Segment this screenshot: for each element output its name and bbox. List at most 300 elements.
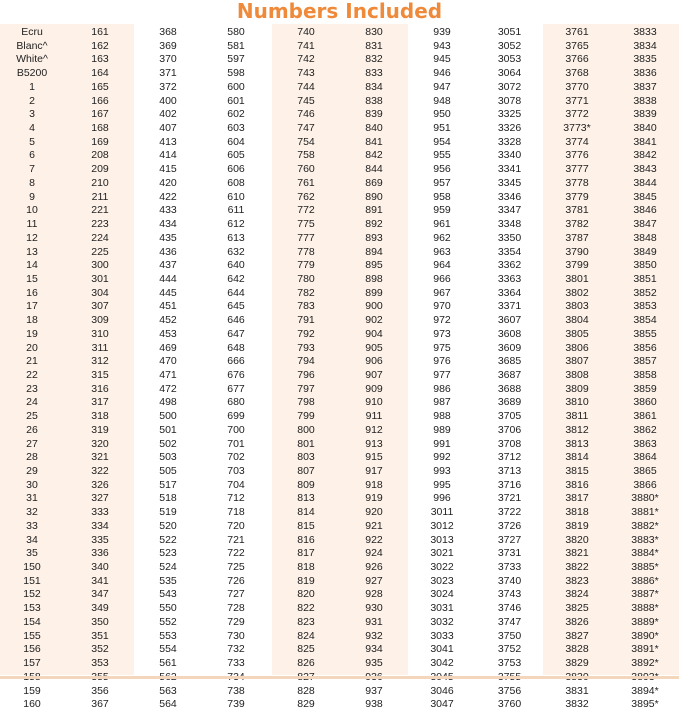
table-cell: 3863 bbox=[633, 437, 657, 450]
table-cell: 950 bbox=[433, 108, 451, 121]
table-cell: 893 bbox=[365, 231, 383, 244]
table-cell: 3022 bbox=[430, 561, 454, 574]
table-cell: 939 bbox=[433, 26, 451, 38]
table-cell: 31 bbox=[26, 492, 38, 505]
table-cell: 3840 bbox=[633, 122, 657, 135]
table-cell: 762 bbox=[297, 190, 315, 203]
table-cell: 704 bbox=[227, 478, 245, 491]
table-cell: 3689 bbox=[497, 396, 522, 409]
table-cell: 18 bbox=[26, 314, 38, 327]
table-cell: 351 bbox=[91, 629, 109, 642]
table-cell: 3753 bbox=[497, 657, 522, 670]
table-cell: 3856 bbox=[633, 341, 657, 354]
table-cell: 469 bbox=[159, 341, 177, 354]
table-cell: 840 bbox=[365, 122, 383, 135]
table-cell: 369 bbox=[159, 39, 177, 52]
table-cell: 3849 bbox=[633, 245, 657, 258]
table-cell: 677 bbox=[227, 382, 245, 395]
table-cell: 3883* bbox=[631, 533, 659, 546]
table-cell: 610 bbox=[227, 190, 245, 203]
table-cell: 304 bbox=[91, 286, 109, 299]
table-cell: 161 bbox=[91, 26, 109, 38]
table-cell: 608 bbox=[227, 176, 245, 189]
table-cell: 780 bbox=[297, 272, 315, 285]
table-cell: 3851 bbox=[633, 272, 657, 285]
table-cell: 814 bbox=[297, 506, 315, 519]
table-cell: 3325 bbox=[497, 108, 522, 121]
table-cell: 824 bbox=[297, 629, 315, 642]
table-cell: 891 bbox=[365, 204, 383, 217]
table-cell: 160 bbox=[23, 698, 41, 711]
table-cell: 371 bbox=[159, 67, 177, 80]
table-cell: 498 bbox=[159, 396, 177, 409]
table-cell: 150 bbox=[23, 561, 41, 574]
table-cell: 3047 bbox=[430, 698, 454, 711]
table-cell: 3760 bbox=[497, 698, 522, 711]
table-cell: 745 bbox=[297, 94, 315, 107]
table-cell: 964 bbox=[433, 259, 451, 272]
table-cell: 930 bbox=[365, 602, 383, 615]
table-cell: 604 bbox=[227, 135, 245, 148]
table-cell: 792 bbox=[297, 327, 315, 340]
table-cell: 552 bbox=[159, 615, 177, 628]
table-cell: 3880* bbox=[631, 492, 659, 505]
table-cell: 703 bbox=[227, 465, 245, 477]
table-cell: 947 bbox=[433, 80, 451, 93]
table-cell: 829 bbox=[297, 698, 315, 711]
table-cell: 904 bbox=[365, 327, 383, 340]
table-cell: 3706 bbox=[497, 423, 522, 436]
table-cell: 505 bbox=[159, 465, 177, 477]
table-cell: 905 bbox=[365, 341, 383, 354]
table-cell: 809 bbox=[297, 478, 315, 491]
table-cell: 3364 bbox=[497, 286, 522, 299]
table-cell: 924 bbox=[365, 547, 383, 560]
table-cell: 986 bbox=[433, 382, 451, 395]
table-cell: 3746 bbox=[497, 602, 522, 615]
table-cell: 744 bbox=[297, 80, 315, 93]
table-cell: 935 bbox=[365, 657, 383, 670]
table-cell: 791 bbox=[297, 314, 315, 327]
table-cell: 25 bbox=[26, 410, 38, 423]
table-cell: 605 bbox=[227, 149, 245, 162]
table-cell: 3809 bbox=[565, 382, 589, 395]
table-cell: 727 bbox=[227, 588, 245, 601]
table-cell: 992 bbox=[433, 451, 451, 464]
table-cell: 3813 bbox=[565, 437, 589, 450]
table-cell: 10 bbox=[26, 204, 38, 217]
table-cell: 335 bbox=[91, 533, 109, 546]
table-cell: 321 bbox=[91, 451, 109, 464]
table-cell: 3608 bbox=[497, 327, 522, 340]
table-cell: 954 bbox=[433, 135, 451, 148]
table-cell: 451 bbox=[159, 300, 177, 313]
table-cell: 3811 bbox=[565, 410, 589, 423]
table-cell: 680 bbox=[227, 396, 245, 409]
table-cell: 16 bbox=[26, 286, 38, 299]
table-cell: 3865 bbox=[633, 465, 657, 477]
table-cell: 159 bbox=[23, 684, 41, 697]
table-cell: 3824 bbox=[565, 588, 589, 601]
table-cell: 3708 bbox=[497, 437, 522, 450]
table-cell: 3855 bbox=[633, 327, 657, 340]
table-cell: 221 bbox=[91, 204, 109, 217]
table-cell: 3807 bbox=[565, 355, 589, 368]
table-cell: 943 bbox=[433, 39, 451, 52]
table-cell: 841 bbox=[365, 135, 383, 148]
table-column bbox=[340, 26, 408, 712]
table-cell: 3814 bbox=[565, 451, 589, 464]
table-cell: 3688 bbox=[497, 382, 522, 395]
table-cell: 581 bbox=[227, 39, 245, 52]
table-cell: 817 bbox=[297, 547, 315, 560]
table-cell: 452 bbox=[159, 314, 177, 327]
table-cell: 718 bbox=[227, 506, 245, 519]
table-cell: 435 bbox=[159, 231, 177, 244]
table-cell: 3731 bbox=[497, 547, 522, 560]
table-cell: 34 bbox=[26, 533, 38, 546]
table-cell: 989 bbox=[433, 423, 451, 436]
table-cell: 3821 bbox=[565, 547, 589, 560]
table-cell: 3826 bbox=[565, 615, 589, 628]
table-cell: 919 bbox=[365, 492, 383, 505]
table-cell: 3041 bbox=[430, 643, 454, 656]
table-cell: 700 bbox=[227, 423, 245, 436]
table-cell: 832 bbox=[365, 53, 383, 66]
table-cell: 3740 bbox=[497, 574, 522, 587]
table-cell: 368 bbox=[159, 26, 177, 38]
table-cell: 921 bbox=[365, 519, 383, 532]
table-cell: 3828 bbox=[565, 643, 589, 656]
table-column bbox=[408, 26, 476, 712]
table-cell: 632 bbox=[227, 245, 245, 258]
table-cell: 958 bbox=[433, 190, 451, 203]
table-cell: 340 bbox=[91, 561, 109, 574]
table-cell: 1 bbox=[29, 80, 35, 93]
table-cell: 3607 bbox=[497, 314, 522, 327]
table-cell: 957 bbox=[433, 176, 451, 189]
table-cell: 3774 bbox=[565, 135, 589, 148]
table-cell: 894 bbox=[365, 245, 383, 258]
table-cell: 844 bbox=[365, 163, 383, 176]
table-cell: 543 bbox=[159, 588, 177, 601]
table-cell: 162 bbox=[91, 39, 109, 52]
table-cell: 600 bbox=[227, 80, 245, 93]
table-column bbox=[476, 26, 543, 712]
table-cell: 317 bbox=[91, 396, 109, 409]
table-cell: 906 bbox=[365, 355, 383, 368]
table-cell: 730 bbox=[227, 629, 245, 642]
table-cell: 955 bbox=[433, 149, 451, 162]
table-cell: 911 bbox=[365, 410, 383, 423]
table-cell: 907 bbox=[365, 368, 383, 381]
table-cell: 676 bbox=[227, 368, 245, 381]
table-cell: 842 bbox=[365, 149, 383, 162]
table-cell: 2 bbox=[29, 94, 35, 107]
table-cell: 740 bbox=[297, 26, 315, 38]
table-cell: 347 bbox=[91, 588, 109, 601]
table-cell: 3011 bbox=[430, 506, 454, 519]
table-cell: 307 bbox=[91, 300, 109, 313]
table-cell: 30 bbox=[26, 478, 38, 491]
table-cell: 937 bbox=[365, 684, 383, 697]
table-cell: 3839 bbox=[633, 108, 657, 121]
table-cell: 3886* bbox=[631, 574, 659, 587]
table-cell: 758 bbox=[297, 149, 315, 162]
table-cell: 519 bbox=[159, 506, 177, 519]
table-cell: 535 bbox=[159, 574, 177, 587]
table-cell: 3818 bbox=[565, 506, 589, 519]
table-cell: 799 bbox=[297, 410, 315, 423]
table-cell: 702 bbox=[227, 451, 245, 464]
table-cell: 782 bbox=[297, 286, 315, 299]
table-cell: 322 bbox=[91, 465, 109, 477]
table-cell: 813 bbox=[297, 492, 315, 505]
table-cell: 3716 bbox=[497, 478, 522, 491]
table-cell: 728 bbox=[227, 602, 245, 615]
table-cell: 839 bbox=[365, 108, 383, 121]
table-cell: 3808 bbox=[565, 368, 589, 381]
table-cell: 437 bbox=[159, 259, 177, 272]
table-cell: 3726 bbox=[497, 519, 522, 532]
table-cell: 995 bbox=[433, 478, 451, 491]
table-cell: 3747 bbox=[497, 615, 522, 628]
table-cell: 3857 bbox=[633, 355, 657, 368]
table-cell: 833 bbox=[365, 67, 383, 80]
table-cell: 606 bbox=[227, 163, 245, 176]
table-cell: 3882* bbox=[631, 519, 659, 532]
table-cell: 934 bbox=[365, 643, 383, 656]
table-cell: 3721 bbox=[497, 492, 522, 505]
table-cell: 3862 bbox=[633, 423, 657, 436]
table-cell: 311 bbox=[91, 341, 109, 354]
table-cell: 33 bbox=[26, 519, 38, 532]
table-cell: 3013 bbox=[430, 533, 454, 546]
table-cell: 29 bbox=[26, 465, 38, 477]
table-cell: 550 bbox=[159, 602, 177, 615]
table-cell: 3847 bbox=[633, 218, 657, 231]
table-cell: 807 bbox=[297, 465, 315, 477]
table-cell: 823 bbox=[297, 615, 315, 628]
table-cell: 336 bbox=[91, 547, 109, 560]
table-cell: 472 bbox=[159, 382, 177, 395]
table-cell: 3820 bbox=[565, 533, 589, 546]
table-cell: 945 bbox=[433, 53, 451, 66]
table-cell: 797 bbox=[297, 382, 315, 395]
table-cell: 3810 bbox=[565, 396, 589, 409]
table-cell: 520 bbox=[159, 519, 177, 532]
table-cell: 993 bbox=[433, 465, 451, 477]
table-cell: 899 bbox=[365, 286, 383, 299]
table-cell: 777 bbox=[297, 231, 315, 244]
table-cell: 3756 bbox=[497, 684, 522, 697]
table-cell: 3777 bbox=[565, 163, 589, 176]
table-cell: 816 bbox=[297, 533, 315, 546]
table-cell: 3023 bbox=[430, 574, 454, 587]
table-cell: 3 bbox=[29, 108, 35, 121]
table-cell: 3819 bbox=[565, 519, 589, 532]
table-cell: 796 bbox=[297, 368, 315, 381]
table-cell: 3348 bbox=[497, 218, 522, 231]
table-cell: 725 bbox=[227, 561, 245, 574]
table-cell: 747 bbox=[297, 122, 315, 135]
table-cell: 646 bbox=[227, 314, 245, 327]
table-cell: 3845 bbox=[633, 190, 657, 203]
table-cell: 961 bbox=[433, 218, 451, 231]
table-cell: 309 bbox=[91, 314, 109, 327]
table-cell: 208 bbox=[91, 149, 109, 162]
table-cell: 647 bbox=[227, 327, 245, 340]
table-cell: 3340 bbox=[497, 149, 522, 162]
table-cell: 3341 bbox=[497, 163, 522, 176]
table-cell: 154 bbox=[23, 615, 41, 628]
table-cell: 732 bbox=[227, 643, 245, 656]
table-cell: 648 bbox=[227, 341, 245, 354]
table-cell: 3801 bbox=[565, 272, 589, 285]
table-cell: 3803 bbox=[565, 300, 589, 313]
table-cell: 3722 bbox=[497, 506, 522, 519]
table-column bbox=[272, 26, 340, 712]
table-cell: 801 bbox=[297, 437, 315, 450]
table-cell: 967 bbox=[433, 286, 451, 299]
table-column bbox=[134, 26, 202, 712]
table-cell: 3072 bbox=[497, 80, 522, 93]
table-cell: 3853 bbox=[633, 300, 657, 313]
table-cell: 915 bbox=[365, 451, 383, 464]
table-cell: 920 bbox=[365, 506, 383, 519]
table-cell: 612 bbox=[227, 218, 245, 231]
table-cell: 917 bbox=[365, 465, 383, 477]
table-cell: 156 bbox=[23, 643, 41, 656]
table-cell: 783 bbox=[297, 300, 315, 313]
table-cell: 14 bbox=[26, 259, 38, 272]
table-cell: 3776 bbox=[565, 149, 589, 162]
table-cell: 3815 bbox=[565, 465, 589, 477]
table-cell: 754 bbox=[297, 135, 315, 148]
table-column bbox=[611, 26, 679, 712]
table-cell: 152 bbox=[23, 588, 41, 601]
table-cell: 3031 bbox=[430, 602, 454, 615]
table-cell: 3895* bbox=[631, 698, 659, 711]
table-cell: 3781 bbox=[565, 204, 589, 217]
table-cell: 372 bbox=[159, 80, 177, 93]
table-column bbox=[0, 26, 64, 712]
table-cell: 3816 bbox=[565, 478, 589, 491]
table-cell: 3051 bbox=[497, 26, 522, 38]
table-cell: 327 bbox=[91, 492, 109, 505]
table-cell: 500 bbox=[159, 410, 177, 423]
table-cell: 19 bbox=[26, 327, 38, 340]
table-cell: 3033 bbox=[430, 629, 454, 642]
table-cell: 898 bbox=[365, 272, 383, 285]
table-cell: 169 bbox=[91, 135, 109, 148]
table-cell: 3825 bbox=[565, 602, 589, 615]
table-cell: 3750 bbox=[497, 629, 522, 642]
table-cell: 211 bbox=[91, 190, 109, 203]
table-cell: 3733 bbox=[497, 561, 522, 574]
table-cell: 912 bbox=[365, 423, 383, 436]
table-cell: 996 bbox=[433, 492, 451, 505]
table-cell: 3861 bbox=[633, 410, 657, 423]
table-cell: 800 bbox=[297, 423, 315, 436]
table-cell: 3835 bbox=[633, 53, 657, 66]
table-cell: 3854 bbox=[633, 314, 657, 327]
table-cell: 3371 bbox=[497, 300, 522, 313]
table-cell: 831 bbox=[365, 39, 383, 52]
table-cell: 3831 bbox=[565, 684, 589, 697]
table-cell: 436 bbox=[159, 245, 177, 258]
table-cell: 166 bbox=[91, 94, 109, 107]
table-cell: 3846 bbox=[633, 204, 657, 217]
table-cell: 926 bbox=[365, 561, 383, 574]
table-cell: 3844 bbox=[633, 176, 657, 189]
table-cell: 3827 bbox=[565, 629, 589, 642]
table-cell: 155 bbox=[23, 629, 41, 642]
table-cell: 3743 bbox=[497, 588, 522, 601]
table-cell: 3770 bbox=[565, 80, 589, 93]
table-cell: 712 bbox=[227, 492, 245, 505]
table-cell: 518 bbox=[159, 492, 177, 505]
table-cell: 370 bbox=[159, 53, 177, 66]
table-cell: 931 bbox=[365, 615, 383, 628]
table-cell: 598 bbox=[227, 67, 245, 80]
table-cell: 3817 bbox=[565, 492, 589, 505]
table-cell: 975 bbox=[433, 341, 451, 354]
table-cell: 918 bbox=[365, 478, 383, 491]
table-cell: 35 bbox=[26, 547, 38, 560]
table-cell: 909 bbox=[365, 382, 383, 395]
table-cell: 3768 bbox=[565, 67, 589, 80]
table-cell: 3841 bbox=[633, 135, 657, 148]
table-cell: 209 bbox=[91, 163, 109, 176]
table-column bbox=[543, 26, 611, 712]
table-cell: 956 bbox=[433, 163, 451, 176]
table-cell: 356 bbox=[91, 684, 109, 697]
table-cell: 3752 bbox=[497, 643, 522, 656]
table-cell: 334 bbox=[91, 519, 109, 532]
table-cell: 445 bbox=[159, 286, 177, 299]
table-cell: 3064 bbox=[497, 67, 522, 80]
table-cell: 422 bbox=[159, 190, 177, 203]
table-cell: 15 bbox=[26, 272, 38, 285]
table-cell: 4 bbox=[29, 122, 35, 135]
table-cell: 319 bbox=[91, 423, 109, 436]
table-cell: 553 bbox=[159, 629, 177, 642]
table-cell: 353 bbox=[91, 657, 109, 670]
table-cell: 890 bbox=[365, 190, 383, 203]
table-cell: 761 bbox=[297, 176, 315, 189]
table-cell: 739 bbox=[227, 698, 245, 711]
table-cell: 503 bbox=[159, 451, 177, 464]
table-cell: 3032 bbox=[430, 615, 454, 628]
table-cell: 517 bbox=[159, 478, 177, 491]
table-cell: 367 bbox=[91, 698, 109, 711]
table-cell: 779 bbox=[297, 259, 315, 272]
table-cell: 413 bbox=[159, 135, 177, 148]
table-cell: 726 bbox=[227, 574, 245, 587]
table-cell: 168 bbox=[91, 122, 109, 135]
table-cell: 163 bbox=[91, 53, 109, 66]
table-cell: 407 bbox=[159, 122, 177, 135]
table-cell: 3881* bbox=[631, 506, 659, 519]
table-cell: 603 bbox=[227, 122, 245, 135]
table-cell: 3836 bbox=[633, 67, 657, 80]
table-cell: 157 bbox=[23, 657, 41, 670]
table-cell: 12 bbox=[26, 231, 38, 244]
table-cell: 3712 bbox=[497, 451, 522, 464]
table-cell: 826 bbox=[297, 657, 315, 670]
table-cell: 3834 bbox=[633, 39, 657, 52]
